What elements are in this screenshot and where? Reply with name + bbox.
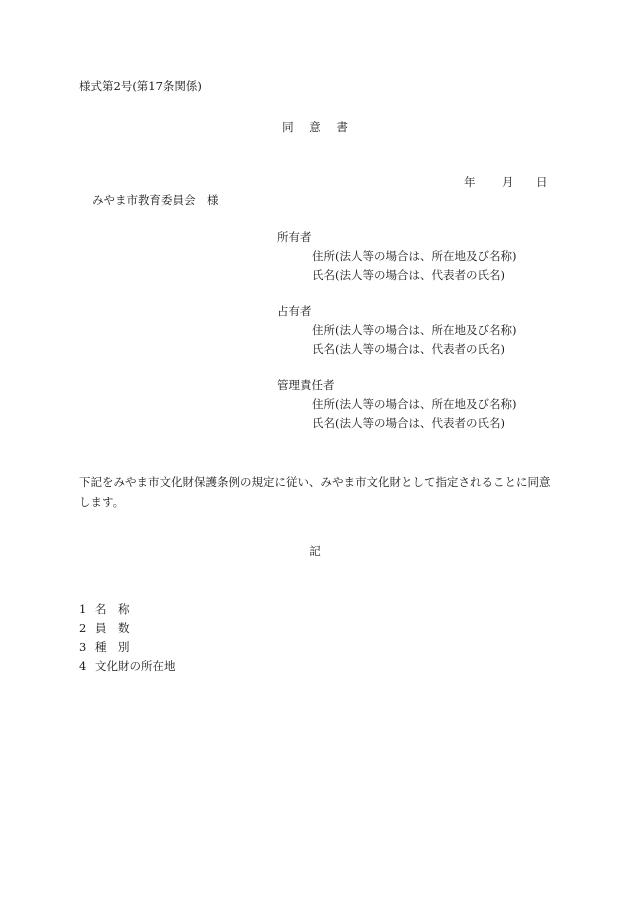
list-item bbox=[79, 623, 130, 635]
title-char: 意 bbox=[309, 120, 321, 134]
item-number: 2 bbox=[79, 621, 87, 635]
list-item bbox=[79, 661, 176, 673]
party-role-owner: 所有者 bbox=[277, 230, 312, 244]
date-day-label: 日 bbox=[536, 175, 548, 189]
addressee: みやま市教育委員会 様 bbox=[92, 193, 219, 207]
list-item bbox=[79, 642, 130, 654]
party-manager-address: 住所(法人等の場合は、所在地及び名称) bbox=[312, 397, 517, 411]
item-number: 3 bbox=[79, 640, 87, 654]
party-role-manager: 管理責任者 bbox=[277, 378, 335, 392]
item-number: 1 bbox=[79, 602, 87, 616]
list-item bbox=[79, 604, 130, 616]
party-manager-name: 氏名(法人等の場合は、代表者の氏名) bbox=[312, 416, 505, 430]
document-title bbox=[0, 122, 630, 134]
party-owner-address: 住所(法人等の場合は、所在地及び名称) bbox=[312, 249, 517, 263]
item-label: 員 数 bbox=[95, 621, 130, 635]
item-label: 文化財の所在地 bbox=[95, 659, 176, 673]
ki-heading: 記 bbox=[309, 544, 321, 558]
item-number: 4 bbox=[79, 659, 87, 673]
party-role-occupant: 占有者 bbox=[277, 304, 312, 318]
date-year-label: 年 bbox=[464, 175, 476, 189]
consent-statement: 下記をみやま市文化財保護条例の規定に従い、みやま市文化財として指定されることに同意します。 bbox=[79, 475, 551, 509]
date-month-label: 月 bbox=[502, 175, 514, 189]
item-label: 名 称 bbox=[95, 602, 130, 616]
title-char: 書 bbox=[336, 120, 348, 134]
party-occupant-name: 氏名(法人等の場合は、代表者の氏名) bbox=[312, 342, 505, 356]
party-occupant-address: 住所(法人等の場合は、所在地及び名称) bbox=[312, 323, 517, 337]
title-char: 同 bbox=[282, 120, 294, 134]
form-number: 様式第2号(第17条関係) bbox=[79, 79, 202, 93]
party-owner-name: 氏名(法人等の場合は、代表者の氏名) bbox=[312, 268, 505, 282]
item-label: 種 別 bbox=[95, 640, 130, 654]
